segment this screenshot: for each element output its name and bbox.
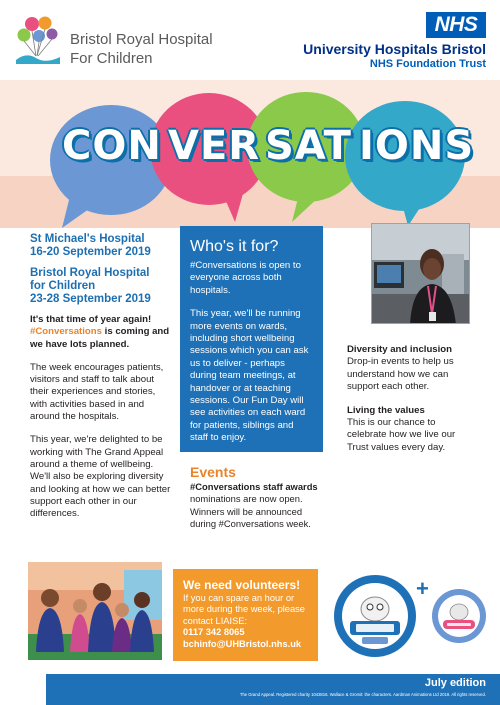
intro-paragraph xyxy=(30,314,175,351)
volunteers-title: We need volunteers! xyxy=(183,578,301,592)
group-photo xyxy=(28,562,162,660)
diversity-text: Drop-in events to help us understand how we can support each other. xyxy=(347,356,454,393)
legal-text: The Grand Appeal. Registered charity 1043816. Wallace & Gromit: the characters. Aardman Animations Ltd 2019. All rights reserved. xyxy=(239,692,486,697)
who-is-it-for-box xyxy=(180,226,323,452)
trust-subtitle: NHS Foundation Trust xyxy=(369,58,486,70)
intro-before: It's that time of year again! xyxy=(30,314,152,325)
events-title: Events xyxy=(190,464,236,480)
intro-after: is coming and we have lots planned. xyxy=(30,326,170,350)
venue2-dates: 23-28 September 2019 xyxy=(30,293,151,305)
paragraph-week: The week encourages patients, visitors and staff to talk about their experiences and stories, with activities based in and around the hospitals. xyxy=(30,361,164,423)
hospital-name-line1: Bristol Royal Hospital xyxy=(70,31,213,48)
values-text: This is our chance to celebrate how we live our Trust values every day. xyxy=(347,417,456,453)
group-photo-image xyxy=(28,562,162,660)
hospital-name-line2: For Children xyxy=(70,50,153,67)
trust-name: University Hospitals Bristol xyxy=(303,41,486,57)
nhs-badge: NHS xyxy=(426,12,486,38)
title-part-2: VER xyxy=(168,123,261,169)
events-text-rest: nominations are now open. Winners will be announced during #Conversations week. xyxy=(190,493,311,529)
events-section xyxy=(190,464,330,530)
staff-photo-image xyxy=(372,224,470,324)
venue2-name-line2: for Children xyxy=(30,280,96,292)
who-paragraph-1: #Conversations is open to everyone across both hospitals. xyxy=(190,260,301,296)
volunteers-phone: 0117 342 8065 xyxy=(183,627,245,638)
events-text xyxy=(190,481,330,530)
who-paragraph-2: This year, we'll be running more events on wards, including short wellbeing sessions which you can ask us to deliver - perhaps during team meetings, at handover or at teaching sessions. Our Fun Day will see activities on each ward for patients, siblings and staff to enjoy. xyxy=(190,308,309,444)
events-text-bold: #Conversations staff awards xyxy=(190,481,318,492)
right-column xyxy=(347,344,477,465)
venue1-dates: 16-20 September 2019 xyxy=(30,246,151,258)
title-part-4: IONS xyxy=(359,123,475,169)
values-heading: Living the values xyxy=(347,404,425,416)
title-part-3: SAT xyxy=(265,123,352,169)
grand-appeal-logo-icon xyxy=(332,573,418,659)
venue-st-michaels xyxy=(30,233,175,259)
volunteers-text: If you can spare an hour or more during the week, please contact LIAISE: xyxy=(183,593,305,626)
venue2-name-line1: Bristol Royal Hospital xyxy=(30,267,150,279)
venue-brhc xyxy=(30,267,175,306)
who-title: Who's it for? xyxy=(190,238,279,255)
plus-sign: + xyxy=(416,576,429,601)
cots-for-tots-logo-icon xyxy=(431,588,487,644)
title-part-1: CON xyxy=(62,123,162,169)
edition-label: July edition xyxy=(424,677,486,689)
left-column xyxy=(30,233,175,531)
conversations-title xyxy=(50,118,480,178)
venue1-name: St Michael's Hospital xyxy=(30,233,145,245)
staff-photo xyxy=(371,223,470,324)
volunteers-box xyxy=(173,569,318,661)
paragraph-grand-appeal: This year, we're delighted to be working with The Grand Appeal around a theme of wellbeing. We'll also be exploring diversity and looking at how we can better support each other in our differences. xyxy=(30,434,171,520)
footer-white-corner xyxy=(0,674,46,705)
diversity-heading: Diversity and inclusion xyxy=(347,344,453,355)
volunteers-email[interactable]: bchinfo@UHBristol.nhs.uk xyxy=(183,638,302,649)
intro-hashtag: #Conversations xyxy=(30,326,102,338)
